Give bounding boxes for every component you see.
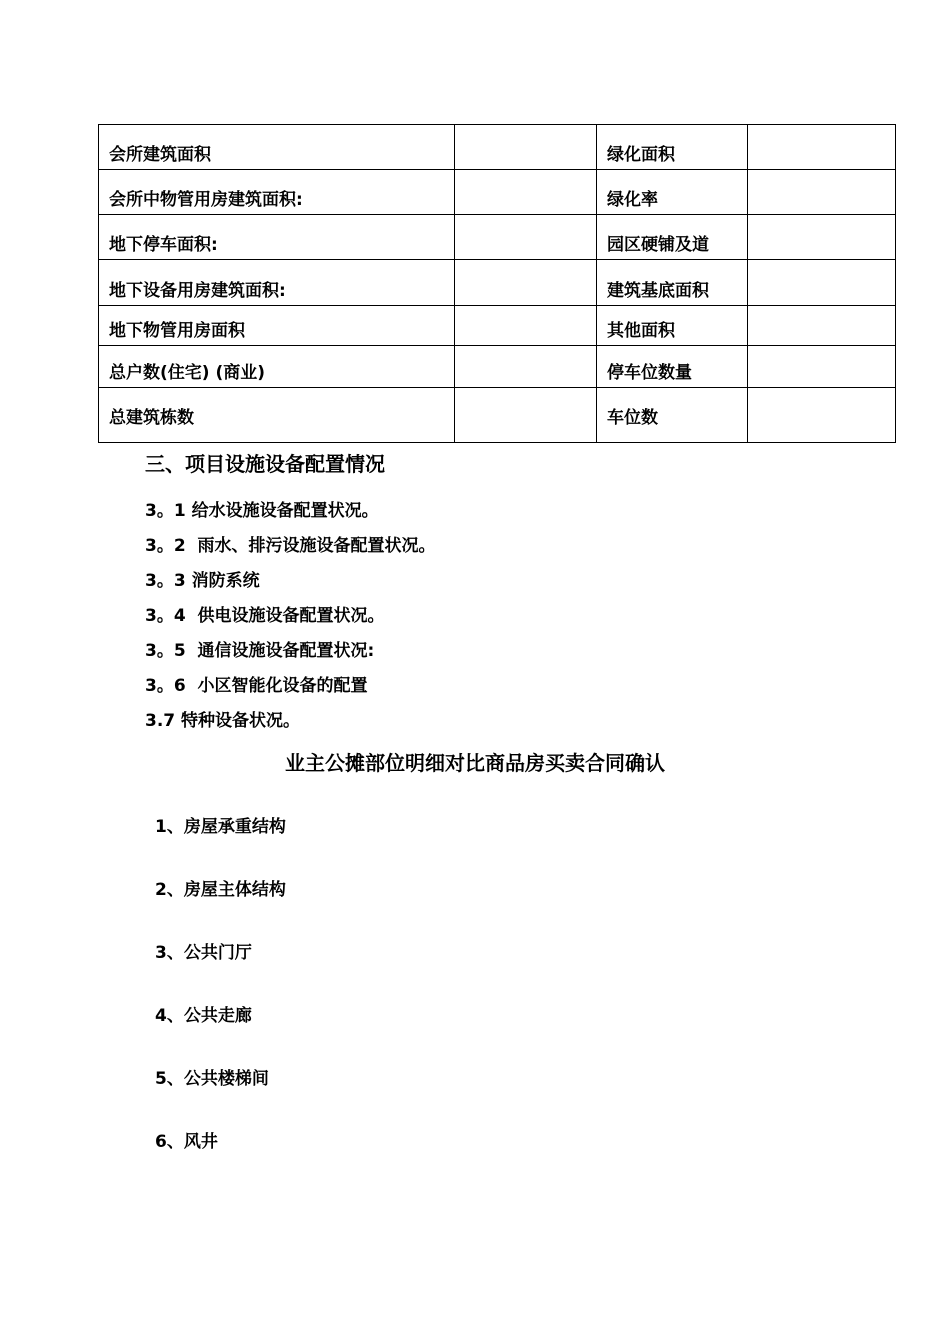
row-label: 地下物管用房面积 [99, 306, 455, 346]
value-cell [455, 388, 597, 443]
table-row [99, 388, 896, 443]
table-row [99, 170, 896, 215]
value-cell [748, 125, 896, 170]
value-cell [455, 215, 597, 260]
confirmation-heading: 业主公摊部位明细对比商品房买卖合同确认 [285, 751, 665, 775]
row-label: 建筑基底面积 [597, 260, 748, 306]
shared-parts-list [155, 813, 286, 1191]
list-item: 4、公共走廊 [155, 1006, 252, 1026]
row-label: 会所中物管用房建筑面积: [99, 170, 455, 215]
table-row [99, 215, 896, 260]
list-item: 3.7 特种设备状况。 [145, 711, 301, 731]
value-cell [748, 215, 896, 260]
facility-config-list [145, 497, 436, 742]
table-row [99, 346, 896, 388]
list-item: 3、公共门厅 [155, 943, 252, 963]
row-label: 地下停车面积: [99, 215, 455, 260]
list-item: 3。5 通信设施设备配置状况: [145, 641, 375, 661]
list-item: 3。1 给水设施设备配置状况。 [145, 501, 379, 521]
row-label: 其他面积 [597, 306, 748, 346]
value-cell [455, 346, 597, 388]
list-item: 3。6 小区智能化设备的配置 [145, 676, 368, 696]
value-cell [748, 388, 896, 443]
value-cell [455, 306, 597, 346]
row-label: 绿化率 [597, 170, 748, 215]
value-cell [748, 170, 896, 215]
row-label: 停车位数量 [597, 346, 748, 388]
row-label: 地下设备用房建筑面积: [99, 260, 455, 306]
list-item: 1、房屋承重结构 [155, 817, 286, 837]
row-label: 车位数 [597, 388, 748, 443]
row-label: 总户数(住宅) (商业) [99, 346, 455, 388]
value-cell [455, 260, 597, 306]
list-item: 5、公共楼梯间 [155, 1069, 269, 1089]
table-row [99, 306, 896, 346]
row-label: 园区硬铺及道 [597, 215, 748, 260]
table-row [99, 260, 896, 306]
value-cell [748, 260, 896, 306]
list-item: 3。2 雨水、排污设施设备配置状况。 [145, 536, 436, 556]
list-item: 3。3 消防系统 [145, 571, 260, 591]
value-cell [455, 125, 597, 170]
area-info-table [98, 124, 896, 443]
value-cell [748, 346, 896, 388]
row-label: 绿化面积 [597, 125, 748, 170]
section-title: 三、项目设施设备配置情况 [145, 452, 385, 476]
list-item: 2、房屋主体结构 [155, 880, 286, 900]
row-label: 会所建筑面积 [99, 125, 455, 170]
value-cell [455, 170, 597, 215]
table-row [99, 125, 896, 170]
list-item: 6、风井 [155, 1132, 218, 1152]
value-cell [748, 306, 896, 346]
row-label: 总建筑栋数 [99, 388, 455, 443]
list-item: 3。4 供电设施设备配置状况。 [145, 606, 385, 626]
